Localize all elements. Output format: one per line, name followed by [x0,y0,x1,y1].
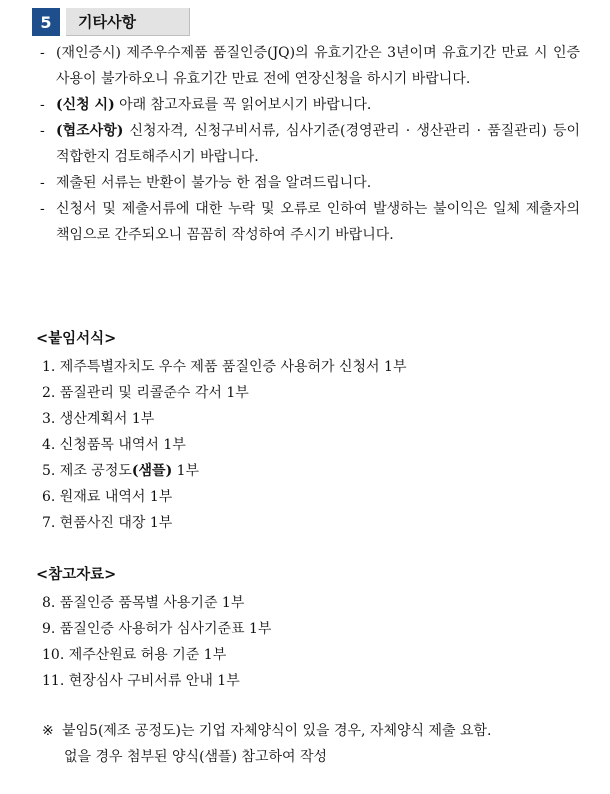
list-item: 4. 신청품목 내역서 1부 [42,437,186,453]
note-text: (재인증시) 제주우수제품 품질인증(JQ)의 유효기간은 3년이며 유효기간 만료 시 인증 사용이 불가하오니 유효기간 만료 전에 연장신청을 하시기 바랍니다. [56,45,580,87]
note-text: (신청 시) 아래 참고자료를 꼭 읽어보시기 바랍니다. [56,97,372,113]
attachments-list [42,354,582,536]
note-bullet: - [40,45,45,61]
list-item: 6. 원재료 내역서 1부 [42,489,173,505]
list-item: 1. 제주특별자치도 우수 제품 품질인증 사용허가 신청서 1부 [42,359,407,375]
section-title: 기타사항 [66,8,190,36]
list-item: 10. 제주산원료 허용 기준 1부 [42,647,227,663]
footnote [42,718,572,770]
note-text: 신청서 및 제출서류에 대한 누락 및 오류로 인하여 발생하는 불이익은 일체 제출자의 책임으로 간주되오니 꼼꼼히 작성하여 주시기 바랍니다. [56,201,580,243]
note-bullet: - [40,175,45,191]
list-item: 9. 품질인증 사용허가 심사기준표 1부 [42,621,272,637]
footnote-line-1: ※ 붙임5(제조 공정도)는 기업 자체양식이 있을 경우, 자체양식 제출 요함. [42,718,572,744]
section-header [32,8,190,36]
attachments-heading: <붙임서식> [36,330,117,347]
note-item [40,92,580,118]
list-item: 7. 현품사진 대장 1부 [42,515,173,531]
note-bullet: - [40,123,45,139]
note-text: (협조사항) 신청자격, 신청구비서류, 심사기준(경영관리 · 생산관리 · 품질관리) 등이 적합한지 검토해주시기 바랍니다. [56,123,580,165]
note-item [40,196,580,248]
list-item: 11. 현장심사 구비서류 안내 1부 [42,673,240,689]
references-list [42,590,582,694]
note-bullet: - [40,97,45,113]
list-item: 3. 생산계획서 1부 [42,411,155,427]
reference-mark: ※ [42,723,54,739]
list-item: 8. 품질인증 품목별 사용기준 1부 [42,595,245,611]
note-bold: (신청 시) [56,97,115,113]
footnote-line-2: 없을 경우 첨부된 양식(샘플) 참고하여 작성 [64,749,328,765]
note-item [40,118,580,170]
note-item [40,40,580,92]
notes-list [40,40,580,248]
note-item [40,170,580,196]
references-heading: <참고자료> [36,566,117,583]
note-text: 제출된 서류는 반환이 불가능 한 점을 알려드립니다. [56,175,372,191]
note-bullet: - [40,201,45,217]
list-item: 2. 품질관리 및 리콜준수 각서 1부 [42,385,249,401]
list-item: 5. 제조 공정도(샘플) 1부 [42,463,200,479]
section-number: 5 [32,8,60,36]
note-bold: (협조사항) [56,123,124,139]
